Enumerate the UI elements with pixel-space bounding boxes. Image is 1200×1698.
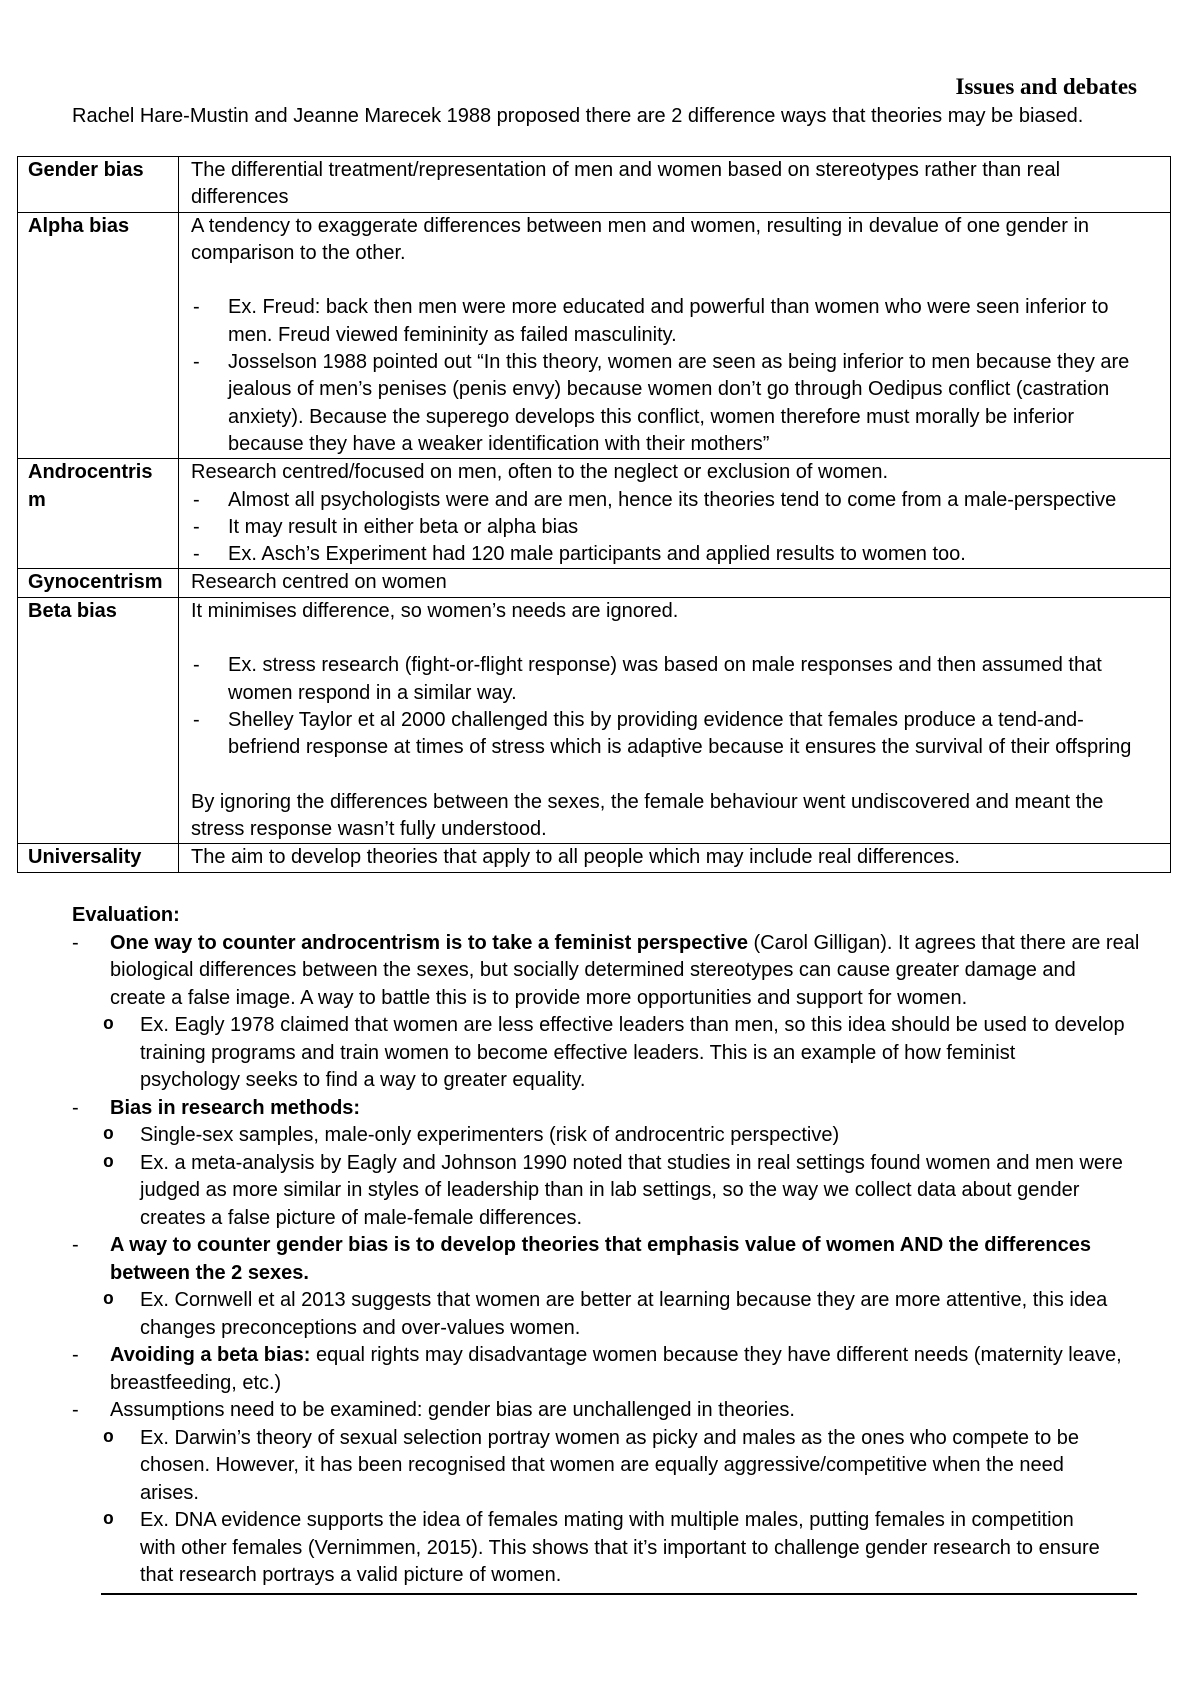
- sub-point-line: Ex. a meta-analysis by Eagly and Johnson 1990 noted that studies in real settings found women and men were: [140, 1151, 1123, 1174]
- term-cell: [18, 157, 179, 213]
- circle-marker: o: [103, 1152, 114, 1173]
- definition-line: The aim to develop theories that apply to all people which may include real differences.: [191, 846, 960, 869]
- term-label: Beta bias: [28, 599, 117, 622]
- term-label: Gender bias: [28, 159, 144, 181]
- sub-point-line: Ex. DNA evidence supports the idea of females mating with multiple males, putting females in competition: [140, 1509, 1074, 1531]
- point-line: [110, 930, 1172, 958]
- term-label: Gynocentrism: [28, 571, 163, 594]
- bullet-line: men. Freud viewed femininity as failed masculinity.: [228, 323, 677, 346]
- term-cell: [18, 597, 179, 844]
- dash-marker: -: [193, 296, 200, 319]
- circle-marker: o: [103, 1125, 114, 1145]
- bullet-line: Ex. Freud: back then men were more educated and powerful than women who were seen inferior to: [228, 296, 1109, 319]
- sub-point-line: with other females (Vernimmen, 2015). This shows that it’s important to challenge gender research to ensure: [140, 1536, 1100, 1559]
- dash-marker: -: [72, 1096, 79, 1119]
- bias-table: [17, 156, 1171, 873]
- sub-point: [103, 1122, 1172, 1150]
- evaluation-point: [72, 930, 1172, 1095]
- circle-marker: o: [103, 1427, 114, 1448]
- bullet-item: [191, 541, 1170, 568]
- evaluation-point: [72, 1095, 1172, 1233]
- sub-point-line: creates a false picture of male-female differences.: [140, 1206, 583, 1229]
- dash-marker: -: [193, 488, 200, 511]
- table-row: [18, 157, 1171, 213]
- definition-line: comparison to the other.: [191, 241, 406, 264]
- sub-point: [103, 1287, 1172, 1342]
- evaluation-point: [72, 1397, 1172, 1590]
- sub-point-line: Ex. Darwin’s theory of sexual selection portray women as picky and males as the ones who compete to be: [140, 1426, 1079, 1449]
- definition-cell: [179, 157, 1171, 213]
- sub-point: [103, 1012, 1172, 1095]
- point-line: create a false image. A way to battle this is to provide more opportunities and support for women.: [110, 986, 968, 1009]
- point-line: between the 2 sexes.: [110, 1261, 309, 1284]
- dash-marker: -: [193, 543, 200, 566]
- dash-marker: -: [72, 1399, 79, 1421]
- definition-cell: [179, 459, 1171, 569]
- definition-line: The differential treatment/representation of men and women based on stereotypes rather than real: [191, 159, 1061, 181]
- evaluation-heading: Evaluation:: [72, 904, 180, 926]
- sub-point-line: arises.: [140, 1481, 199, 1504]
- circle-marker: o: [103, 1290, 114, 1310]
- point-bold-text: Avoiding a beta bias:: [110, 1344, 311, 1366]
- spacer: [191, 762, 1170, 789]
- term-label: Androcentris: [28, 461, 153, 484]
- conclusion-line: By ignoring the differences between the sexes, the female behaviour went undiscovered and meant the: [191, 790, 1104, 813]
- conclusion-line: stress response wasn’t fully understood.: [191, 818, 547, 841]
- bullet-line: because they have a weaker identification with their mothers”: [228, 432, 770, 455]
- term-cell: [18, 212, 179, 459]
- dash-marker: -: [193, 515, 200, 538]
- term-cell: [18, 844, 179, 872]
- table-row: [18, 569, 1171, 597]
- dash-marker: -: [72, 1344, 79, 1366]
- table-row: [18, 844, 1171, 872]
- dash-marker: -: [72, 931, 79, 954]
- point-line: Bias in research methods:: [110, 1096, 361, 1119]
- definition-line: Research centred on women: [191, 571, 447, 594]
- bullet-item: [191, 487, 1170, 514]
- sub-point: [103, 1150, 1172, 1233]
- sub-point-line: chosen. However, it has been recognised that women are equally aggressive/competitive when the need: [140, 1454, 1064, 1476]
- bullet-item: [191, 514, 1170, 541]
- point-line: breastfeeding, etc.): [110, 1371, 282, 1394]
- definition-line: Research centred/focused on men, often to the neglect or exclusion of women.: [191, 461, 889, 484]
- spacer: [191, 625, 1170, 652]
- bullet-line: Almost all psychologists were and are men, hence its theories tend to come from a male-perspective: [228, 488, 1117, 511]
- point-text: (Carol Gilligan). It agrees that there are real: [747, 931, 1140, 954]
- sub-point: [103, 1507, 1172, 1590]
- bullet-line: jealous of men’s penises (penis envy) because women don’t go through Oedipus conflict (castration: [228, 378, 1110, 401]
- bullet-line: Ex. stress research (fight-or-flight response) was based on male responses and then assumed that: [228, 654, 1102, 677]
- term-cell: [18, 569, 179, 597]
- page-title: Issues and debates: [955, 74, 1137, 99]
- bullet-line: Josselson 1988 pointed out “In this theory, women are seen as being inferior to men because they are: [228, 351, 1130, 374]
- term-label: m: [28, 488, 46, 511]
- point-line: biological differences between the sexes, but socially determined stereotypes can cause greater damage and: [110, 959, 1076, 981]
- bullet-line: anxiety). Because the superego develops this conflict, women therefore must morally be inferior: [228, 405, 1074, 428]
- definition-line: It minimises difference, so women’s needs are ignored.: [191, 599, 679, 622]
- definition-cell: [179, 212, 1171, 459]
- dash-marker: -: [193, 708, 200, 731]
- point-line: [110, 1342, 1172, 1370]
- definition-line: differences: [191, 186, 289, 209]
- table-row: [18, 212, 1171, 459]
- bottom-rule: [101, 1593, 1137, 1595]
- bullet-line: Shelley Taylor et al 2000 challenged this by providing evidence that females produce a tend-and-: [228, 708, 1084, 731]
- sub-point-line: Ex. Cornwell et al 2013 suggests that women are better at learning because they are more attentive, this idea: [140, 1289, 1108, 1311]
- dash-marker: -: [193, 351, 200, 374]
- term-label: Universality: [28, 846, 142, 869]
- dash-marker: -: [193, 654, 200, 677]
- point-text: equal rights may disadvantage women because they have different needs (maternity leave,: [310, 1344, 1122, 1366]
- definition-line: A tendency to exaggerate differences between men and women, resulting in devalue of one gender in: [191, 214, 1090, 237]
- bullet-item: [191, 652, 1170, 707]
- definition-cell: [179, 597, 1171, 844]
- point-bold-text: One way to counter androcentrism is to take a feminist perspective: [110, 931, 748, 954]
- bullet-item: [191, 707, 1170, 762]
- intro-text: Rachel Hare-Mustin and Jeanne Marecek 1988 proposed there are 2 difference ways that theories may be biased.: [72, 105, 1084, 127]
- dash-marker: -: [72, 1234, 79, 1256]
- sub-point-line: Ex. Eagly 1978 claimed that women are less effective leaders than men, so this idea should be used to develop: [140, 1014, 1125, 1036]
- term-label: Alpha bias: [28, 214, 130, 237]
- bullet-line: Ex. Asch’s Experiment had 120 male participants and applied results to women too.: [228, 543, 966, 566]
- sub-point-line: that research portrays a valid picture of women.: [140, 1564, 562, 1586]
- sub-point: [103, 1425, 1172, 1508]
- bullet-item: [191, 349, 1170, 458]
- evaluation-section: [72, 902, 1172, 1590]
- bullet-line: women respond in a similar way.: [228, 681, 517, 704]
- table-row: [18, 459, 1171, 569]
- evaluation-point: [72, 1342, 1172, 1397]
- point-line: Assumptions need to be examined: gender bias are unchallenged in theories.: [110, 1399, 795, 1421]
- definition-cell: [179, 569, 1171, 597]
- spacer: [191, 267, 1170, 294]
- evaluation-point: [72, 1232, 1172, 1342]
- sub-point-line: Single-sex samples, male-only experimenters (risk of androcentric perspective): [140, 1124, 840, 1146]
- circle-marker: o: [103, 1015, 114, 1035]
- table-row: [18, 597, 1171, 844]
- bullet-line: befriend response at times of stress which is adaptive because it ensures the survival of their offspring: [228, 736, 1132, 759]
- sub-point-line: psychology seeks to find a way to greater equality.: [140, 1069, 586, 1091]
- circle-marker: o: [103, 1510, 114, 1530]
- term-cell: [18, 459, 179, 569]
- sub-point-line: changes preconceptions and over-values women.: [140, 1316, 581, 1339]
- bullet-line: It may result in either beta or alpha bias: [228, 515, 579, 538]
- sub-point-line: training programs and train women to become effective leaders. This is an example of how feminist: [140, 1041, 1016, 1064]
- definition-cell: [179, 844, 1171, 872]
- point-line: A way to counter gender bias is to develop theories that emphasis value of women AND the differences: [110, 1234, 1091, 1256]
- bullet-item: [191, 294, 1170, 349]
- sub-point-line: judged as more similar in styles of leadership than in lab settings, so the way we collect data about gender: [140, 1179, 1080, 1201]
